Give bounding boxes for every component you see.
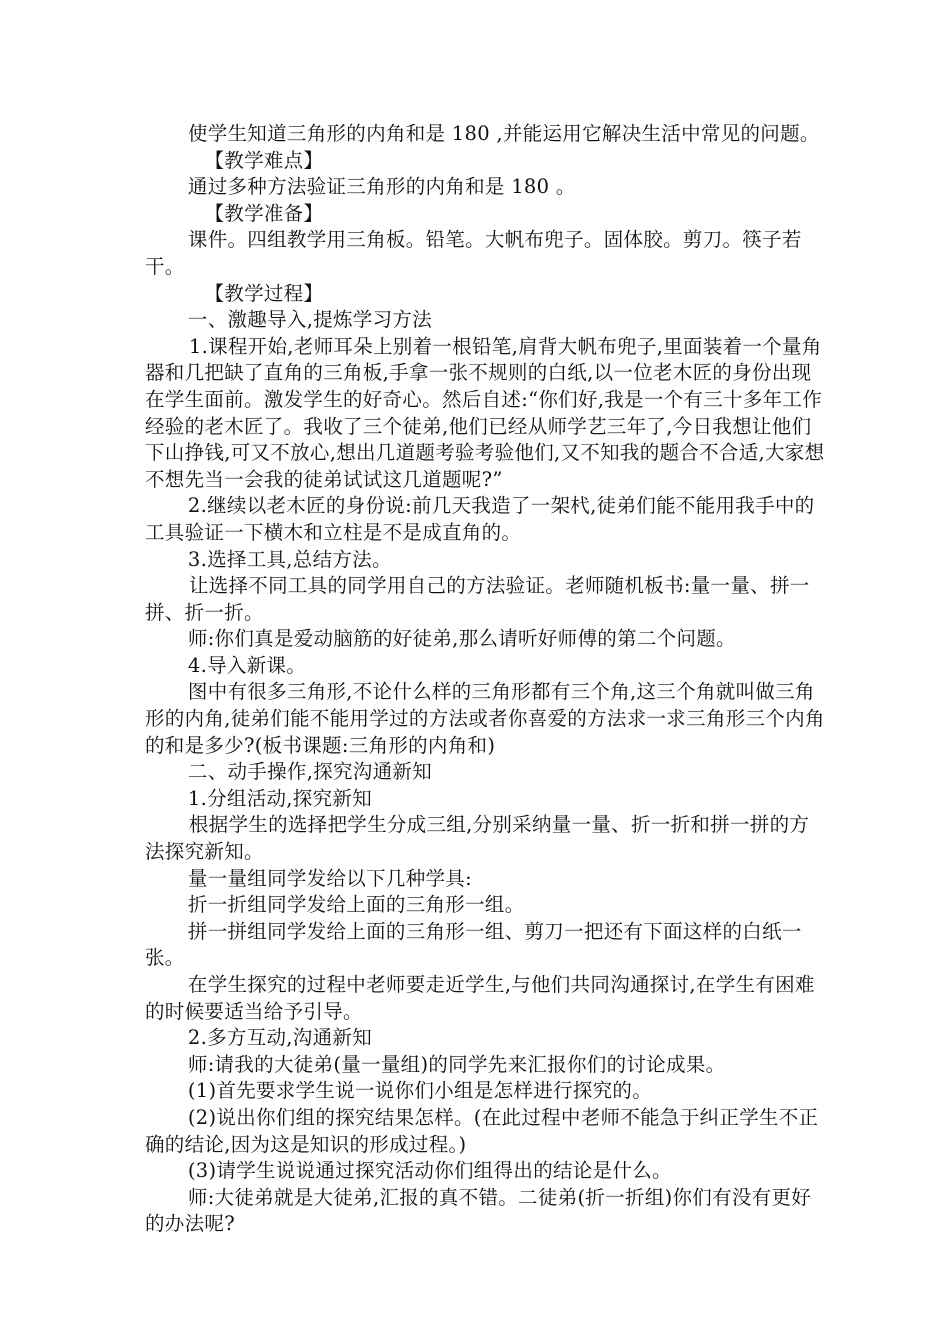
paragraph: (2)说出你们组的探究结果怎样。(在此过程中老师不能急于纠正学生不正确的结论,因为这是知识的形成过程。) [145, 1105, 819, 1156]
paragraph: (1)首先要求学生说一说你们小组是怎样进行探究的。 [187, 1079, 653, 1103]
paragraph: 课件。四组教学用三角板。铅笔。大帆布兜子。固体胶。剪刀。筷子若干。 [145, 228, 802, 278]
paragraph: 在学生探究的过程中老师要走近学生,与他们共同沟通探讨,在学生有困难的时候要适当给予引导。 [145, 973, 815, 1023]
section-heading-preparation: 【教学准备】 [204, 201, 324, 225]
section-heading-process: 【教学过程】 [204, 281, 324, 305]
paragraph: 通过多种方法验证三角形的内角和是 180 。 [187, 175, 576, 199]
subsection-heading: 一、激趣导入,提炼学习方法 [187, 308, 432, 332]
paragraph: 1.分组活动,探究新知 [187, 786, 372, 810]
paragraph: 1.课程开始,老师耳朵上别着一根铅笔,肩背大帆布兜子,里面装着一个量角器和几把缺了直角的三角板,手拿一张不规则的白纸,以一位老木匠的身份出现在学生面前。激发学生的好奇心。然后自述:“你们好,我是一个有三十多年工作经验的老木匠了。我收了三个徒弟,他们已经从师学艺三年了,今日我想让他们下山挣钱,可又不放心,想出几道题考验考验他们,又不知我的题合不合适,大家想不想先当一会我的徒弟试试这几道题呢?” [145, 334, 825, 491]
lesson-plan-body [145, 121, 825, 1238]
paragraph: 师:大徒弟就是大徒弟,汇报的真不错。二徒弟(折一折组)你们有没有更好的办法呢? [145, 1185, 812, 1236]
paragraph: 拼一拼组同学发给上面的三角形一组、剪刀一把还有下面这样的白纸一张。 [145, 919, 802, 970]
subsection-heading: 二、动手操作,探究沟通新知 [187, 760, 432, 784]
paragraph: 4.导入新课。 [187, 653, 307, 677]
paragraph: 3.选择工具,总结方法。 [187, 547, 392, 571]
paragraph: 师:请我的大徒弟(量一量组)的同学先来汇报你们的讨论成果。 [187, 1052, 726, 1076]
paragraph: 折一折组同学发给上面的三角形一组。 [187, 893, 525, 917]
paragraph: 让选择不同工具的同学用自己的方法验证。老师随机板书:量一量、拼一拼、折一折。 [145, 574, 810, 624]
paragraph: 图中有很多三角形,不论什么样的三角形都有三个角,这三个角就叫做三角形的内角,徒弟们能不能用学过的方法或者你喜爱的方法求一求三角形三个内角的和是多少?(板书课题:三角形的内角和) [145, 680, 825, 757]
paragraph: 2.多方互动,沟通新知 [187, 1026, 372, 1050]
section-heading-difficulty: 【教学难点】 [204, 148, 324, 172]
paragraph: 2.继续以老木匠的身份说:前几天我造了一架杙,徒弟们能不能用我手中的工具验证一下横木和立柱是不是成直角的。 [145, 494, 815, 544]
paragraph: 根据学生的选择把学生分成三组,分别采纳量一量、折一折和拼一拼的方法探究新知。 [145, 813, 810, 864]
paragraph: 量一量组同学发给以下几种学具: [187, 866, 472, 890]
paragraph: (3)请学生说说通过探究活动你们组得出的结论是什么。 [187, 1159, 672, 1183]
paragraph: 使学生知道三角形的内角和是 180 ,并能运用它解决生活中常见的问题。 [187, 122, 820, 145]
paragraph: 师:你们真是爱动脑筋的好徒弟,那么请听好师傅的第二个问题。 [187, 627, 736, 651]
